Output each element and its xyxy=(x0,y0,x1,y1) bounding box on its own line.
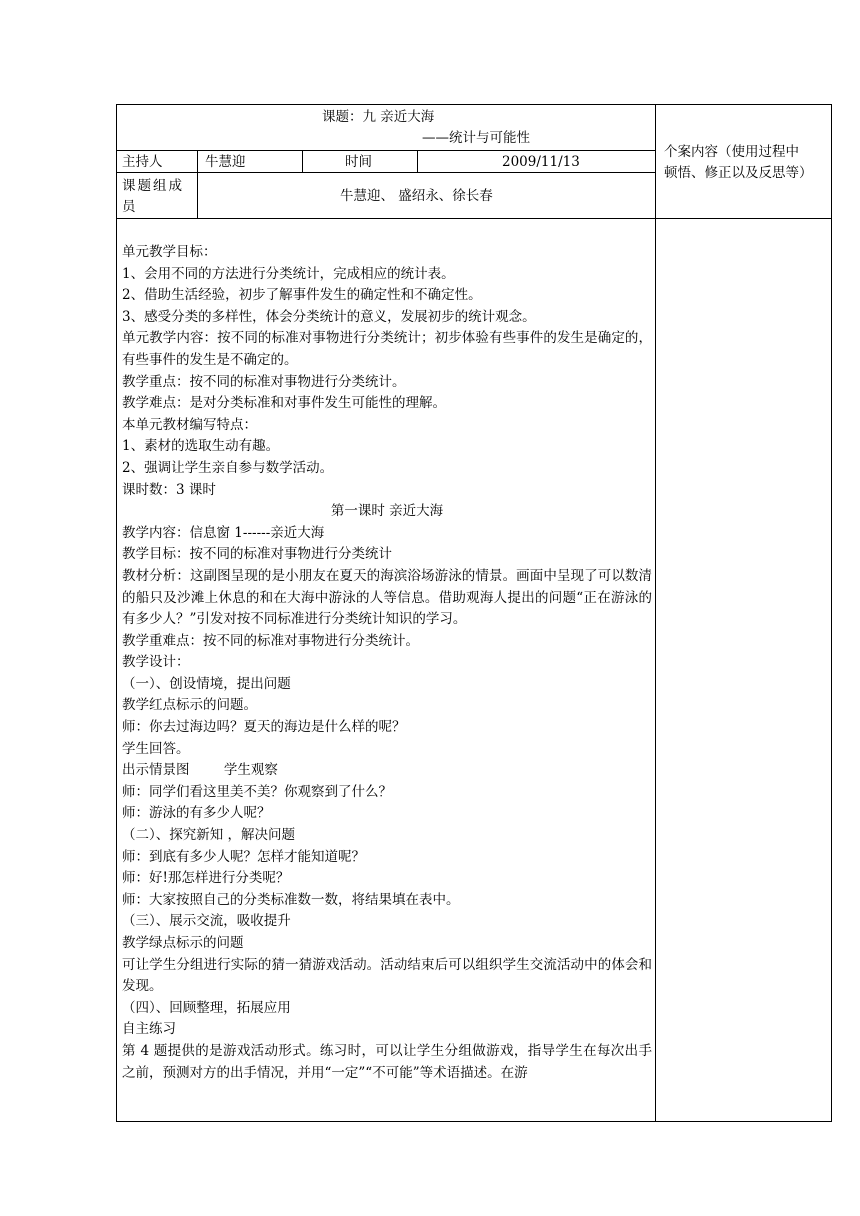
unit-goal-item: 3、感受分类的多样性，体会分类统计的意义，发展初步的统计观念。 xyxy=(122,308,536,325)
lesson-subtitle: ——统计与可能性 xyxy=(422,130,530,146)
dialogue-line: 师：游泳的有多少人呢？ xyxy=(122,805,271,822)
unit-goal-item: 2、借助生活经验，初步了解事件发生的确定性和不确定性。 xyxy=(122,287,482,304)
lesson-title: 课题：九 亲近大海 xyxy=(322,109,435,125)
section-heading: （四）、回顾整理，拓展应用 xyxy=(122,999,291,1016)
side-note-line2: 顿悟、修正以及反思等） xyxy=(664,165,813,181)
content-line: 自主练习 xyxy=(122,1021,176,1038)
section-heading: （三）、展示交流，吸收提升 xyxy=(122,913,291,930)
side-note-line1: 个案内容（使用过程中 xyxy=(664,144,799,160)
section-heading: （二）、探究新知 ，解决问题 xyxy=(122,827,296,844)
material-analysis-paragraph: 教材分析：这副图呈现的是小朋友在夏天的海滨浴场游泳的情景。画面中呈现了可以数清的船只及沙滩上休息的和在大海中游泳的人等信息。借助观海人提出的问题“正在游泳的有多少人？”引发对按不同标准进行分类统计知识的学习。 xyxy=(122,567,652,628)
dialogue-line: 师：到底有多少人呢？怎样才能知道呢？ xyxy=(122,848,365,865)
lesson-content xyxy=(122,242,652,1084)
table-border-left xyxy=(116,104,117,1122)
col-divider-host-name xyxy=(302,150,303,173)
content-line: 教学红点标示的问题。 xyxy=(122,697,257,714)
content-line: 出示情景图 学生观察 xyxy=(122,762,278,779)
class-hours: 课时数：3 课时 xyxy=(122,481,216,498)
host-label: 主持人 xyxy=(122,154,163,170)
unit-content-paragraph: 单元教学内容：按不同的标准对事物进行分类统计；初步体验有些事件的发生是确定的，有些事件的发生是不确定的。 xyxy=(122,330,652,368)
table-border-bottom xyxy=(116,1121,832,1122)
material-feature-item: 2、强调让学生亲自参与数学活动。 xyxy=(122,459,334,476)
teaching-design-heading: 教学设计： xyxy=(122,654,190,671)
activity-paragraph: 可让学生分组进行实际的猜一猜游戏活动。活动结束后可以组织学生交流活动中的体会和发现。 xyxy=(122,956,652,995)
lesson-goal-line: 教学目标：按不同的标准对事物进行分类统计 xyxy=(122,546,392,563)
group-label-line2: 员 xyxy=(122,199,136,215)
dialogue-line: 师：你去过海边吗？夏天的海边是什么样的呢？ xyxy=(122,719,406,736)
lesson-one-heading: 第一课时 亲近大海 xyxy=(330,503,444,520)
row-divider-header-end xyxy=(116,218,832,219)
col-divider-time-label xyxy=(417,150,418,173)
table-border-top xyxy=(116,104,832,105)
group-members: 牛慧迎、 盛绍永、徐长春 xyxy=(340,188,493,204)
lesson-content-line: 教学内容：信息窗 1------亲近大海 xyxy=(122,524,325,541)
column-divider-side-note xyxy=(655,104,656,1122)
unit-goal-item: 1、会用不同的方法进行分类统计，完成相应的统计表。 xyxy=(122,265,455,282)
section-heading: （一）、创设情境，提出问题 xyxy=(122,675,291,692)
teaching-focus: 教学重点：按不同的标准对事物进行分类统计。 xyxy=(122,373,406,390)
table-border-right xyxy=(831,104,832,1122)
dialogue-line: 师：好!那怎样进行分类呢？ xyxy=(122,870,290,887)
teaching-difficulty: 教学难点：是对分类标准和对事件发生可能性的理解。 xyxy=(122,395,446,412)
content-line: 教学绿点标示的问题 xyxy=(122,935,244,951)
dialogue-line: 师：大家按照自己的分类标准数一数，将结果填在表中。 xyxy=(122,891,460,908)
lesson-date: 2009/11/13 xyxy=(502,154,580,170)
unit-goals-heading: 单元教学目标： xyxy=(122,244,217,260)
exercise-paragraph: 第 4 题提供的是游戏活动形式。练习时，可以让学生分组做游戏，指导学生在每次出手之前，预测对方的出手情况，并用“一定”“不可能”等术语描述。在游 xyxy=(122,1042,652,1081)
dialogue-line: 师：同学们看这里美不美？你观察到了什么？ xyxy=(122,783,392,800)
col-divider-host-label xyxy=(197,150,198,219)
time-label: 时间 xyxy=(345,154,372,170)
key-difficulty-line: 教学重难点：按不同的标准对事物进行分类统计。 xyxy=(122,632,419,649)
group-label-line1: 课题组成 xyxy=(122,178,184,194)
host-name: 牛慧迎 xyxy=(205,154,246,170)
material-features-heading: 本单元教材编写特点： xyxy=(122,416,257,433)
content-line: 学生回答。 xyxy=(122,740,190,757)
material-feature-item: 1、素材的选取生动有趣。 xyxy=(122,438,280,455)
